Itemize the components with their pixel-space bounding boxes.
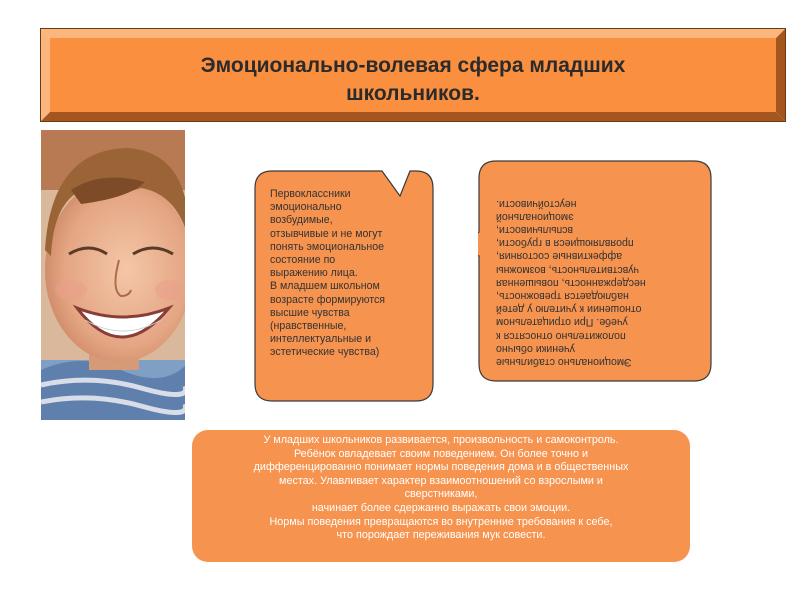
page-title: [80, 52, 746, 108]
text-line: В младшем школьном: [270, 280, 380, 293]
text-line: Ребёнок овладевает своим поведением. Он более точно и: [293, 447, 589, 460]
text-line: эстетические чувства): [270, 346, 380, 359]
boy-photo: [41, 130, 185, 420]
text-line: местах. Улавливает характер взаимоотношений со взрослыми и: [279, 474, 603, 487]
right-callout: [478, 160, 712, 382]
text-line: Первоклассники: [270, 188, 351, 200]
left-callout: [254, 170, 434, 402]
right-callout-text: [496, 174, 696, 368]
text-line: сверстниками,: [404, 488, 478, 501]
bottom-summary-text: [204, 434, 678, 543]
text-line: неустойчивости.: [496, 197, 577, 210]
text-line: эмоционально: [270, 201, 342, 214]
text-line: наблюдается тревожность,: [496, 289, 629, 302]
text-line: начинает более сдержанно выражать свои эмоции.: [311, 501, 571, 514]
text-line: высшие чувства: [270, 306, 350, 319]
text-line: учебе. При отрицательном: [496, 316, 628, 329]
text-line: интеллектуальные и: [270, 333, 372, 346]
text-line: понять эмоциональное: [270, 240, 385, 253]
text-line: отношении к учителю у детей: [496, 303, 642, 316]
text-line: (нравственные,: [270, 320, 347, 333]
bottom-summary-box: [192, 430, 690, 562]
text-line: несдержанность, повышенная: [496, 276, 646, 289]
text-line: аффективные состояния,: [496, 250, 623, 263]
title-line-1: Эмоционально-волевая сфера младших: [200, 54, 626, 77]
text-line: чувствительность, возможны: [496, 263, 640, 276]
text-line: что порождает переживания мук совести.: [336, 529, 546, 542]
text-line: Нормы поведения превращаются во внутренние требования к себе,: [269, 515, 613, 528]
text-line: эмоциональной: [496, 210, 574, 223]
text-line: вспыльчивости,: [496, 223, 573, 236]
text-line: возбудимые,: [270, 214, 333, 227]
text-line: ученики обычно: [496, 342, 575, 355]
text-line: У младших школьников развивается, произвольность и самоконтроль.: [263, 434, 619, 446]
text-line: выражению лица.: [270, 267, 358, 280]
text-line: состояние по: [270, 254, 336, 267]
text-line: возрасте формируются: [270, 293, 386, 306]
left-callout-text: [270, 188, 426, 360]
title-banner: [40, 28, 786, 122]
text-line: положительно относятся к: [496, 329, 626, 342]
title-line-2: школьников.: [346, 82, 480, 105]
text-line: отзывчивые и не могут: [270, 227, 383, 240]
text-line: дифференцированно понимает нормы поведения дома и в общественных: [253, 461, 629, 474]
text-line: Эмоционально стабильные: [496, 356, 632, 368]
text-line: проявляющиеся в грубости,: [496, 237, 634, 250]
